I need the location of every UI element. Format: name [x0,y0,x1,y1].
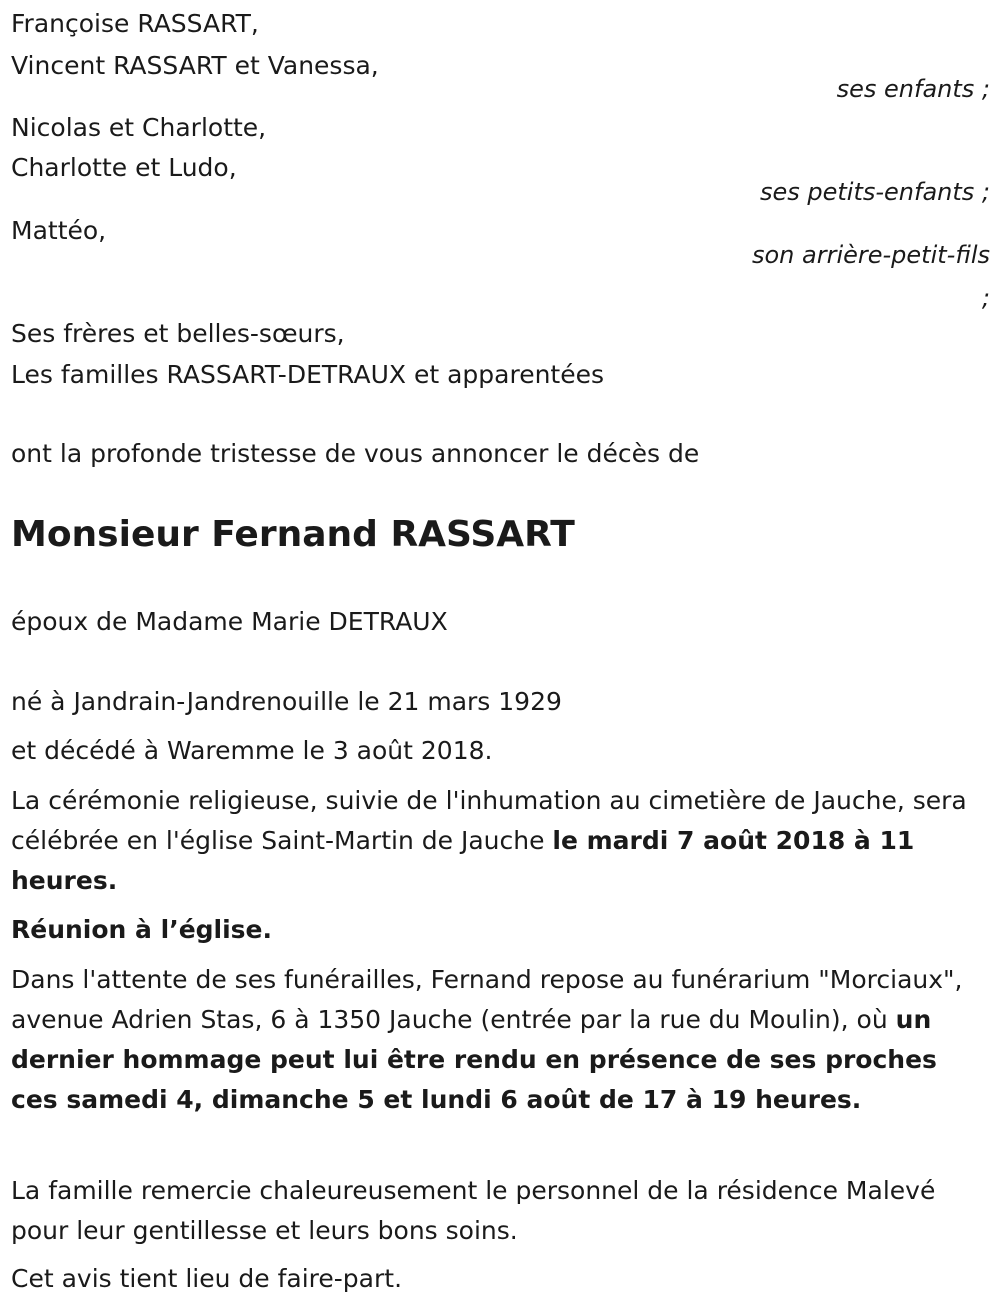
death: et décédé à Waremme le 3 août 2018. [11,736,493,765]
visitation-bold: un dernier hommage peut lui être rendu en présence de ses proches ces samedi 4, dimanche 5 et lundi 6 août de 17 à 19 heures. [11,1005,937,1114]
announcement: ont la profonde tristesse de vous annoncer le décès de [11,439,700,468]
grandchild-name-1: Nicolas et Charlotte, [11,113,267,142]
ceremony-text: La cérémonie religieuse, suivie de l'inhumation au cimetière de Jauche, sera célébrée en l'église Saint-Martin de Jauche [11,786,967,855]
child-name-2: Vincent RASSART et Vanessa, [11,51,379,80]
grandchild-name-2: Charlotte et Ludo, [11,153,237,182]
grandchildren-role: ses petits-enfants ; [759,178,990,206]
spouse: époux de Madame Marie DETRAUX [11,607,448,636]
child-name-1: Françoise RASSART, [11,9,259,38]
others-line-2: Les familles RASSART-DETRAUX et apparentées [11,360,605,389]
closing: Cet avis tient lieu de faire-part. [11,1264,403,1293]
visitation-paragraph [11,960,991,1120]
children-role: ses enfants ; [836,75,990,103]
meeting: Réunion à l’église. [11,915,273,944]
birth: né à Jandrain-Jandrenouille le 21 mars 1929 [11,687,562,716]
ceremony-when: le mardi 7 août 2018 à 11 heures. [11,826,915,895]
thanks: La famille remercie chaleureusement le personnel de la résidence Malevé pour leur gentillesse et leurs bons soins. [11,1176,936,1245]
great-grandchild-role: son arrière-petit-fils [751,241,990,269]
visitation-text: Dans l'attente de ses funérailles, Fernand repose au funérarium "Morciaux", avenue Adrien Stas, 6 à 1350 Jauche (entrée par la rue du Moulin), où [11,965,963,1034]
great-grandchild-role-end: ; [981,284,990,312]
others-line-1: Ses frères et belles-sœurs, [11,319,345,348]
ceremony-paragraph [11,781,991,901]
deceased-name: Monsieur Fernand RASSART [11,514,575,555]
great-grandchild-name: Mattéo, [11,216,107,245]
